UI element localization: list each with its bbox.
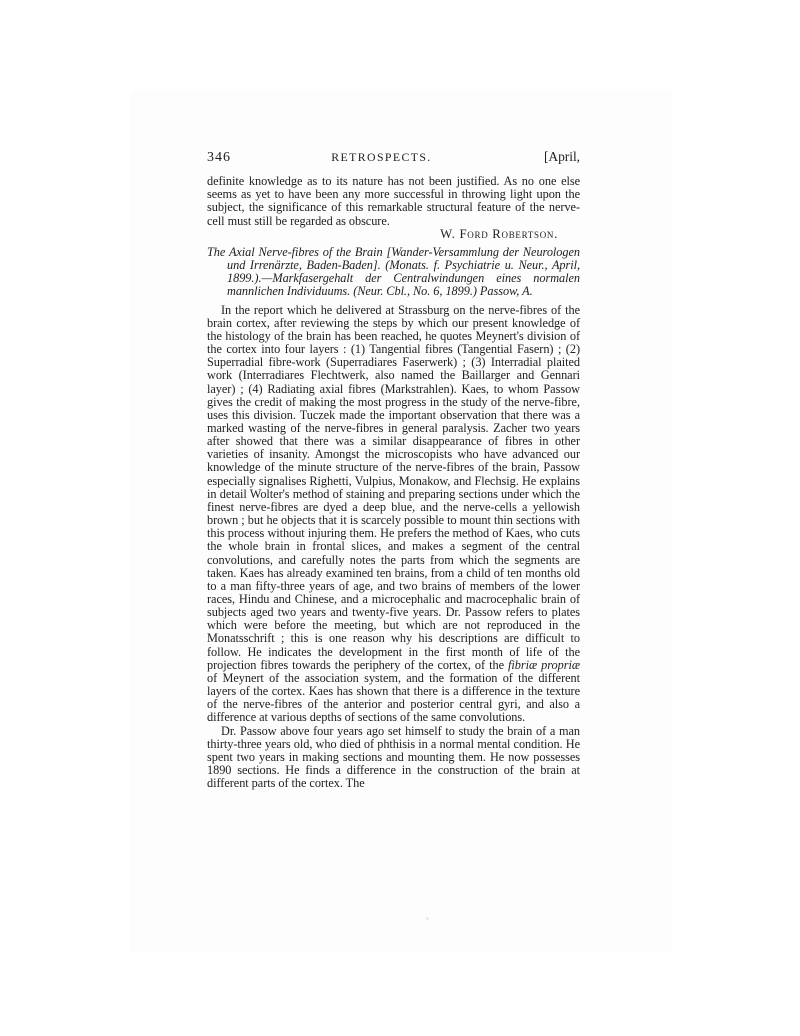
scan-speck [426,917,429,920]
issue-label: [April, [543,149,580,164]
page-number: 346 [207,150,231,165]
article-citation: The Axial Nerve-fibres of the Brain [Wander-Versammlung der Neurologen und Irrenärzte, Baden-Baden]. (Monats. f. Psychiatrie u. Neur., April, 1899.).—Markfasergehalt der Centralwindungen eines normalen mannlichen Individuums. (Neur. Cbl., No. 6, 1899.) Passow, A. [207,244,580,299]
author-signature: W. Ford Robertson. [440,226,558,241]
journal-page [130,90,672,952]
text-column [207,150,580,790]
page-header [207,150,580,164]
body-paragraph-1: In the report which he delivered at Strassburg on the nerve-fibres of the brain cortex, after reviewing the steps by which our present knowledge of the histology of the brain has been reached, he quotes Meynert's division of the cortex into four layers : (1) Tangential fibres (Tangential Fasern) ; (2) Superradial fibre-work (Superradiares Faserwerk) ; (3) Interradial plaited work (Interradiares Flechtwerk, also named the Baillarger and Gennari layer) ; (4) Radiating axial fibres (Markstrahlen). Kaes, to whom Passow gives the credit of making the most progress in the study of the nerve-fibre, uses this division. Tuczek made the important observation that there was a marked wasting of the nerve-fibres in general paralysis. Zacher two years after showed that there was a similar disappearance of fibres in other varieties of insanity. Amongst the microscopists who have advanced our knowledge of the minute structure of the nerve-fibres of the brain, Passow especially signalises Righetti, Vulpius, Monakow, and Flechsig. He explains in detail Wolter's method of staining and preparing sections under which the finest nerve-fibres are dyed a deep blue, and the nerve-cells a yellowish brown ; but he objects that it is scarcely possible to mount thin sections with this process without injuring them. He prefers the method of Kaes, who cuts the whole brain in frontal slices, and makes a segment of the central convolutions, and carefully notes the parts from which the segments are taken. Kaes has already examined ten brains, from a child of ten months old to a man fifty-three years of age, and two brains of members of the lower races, Hindu and Chinese, and a microcephalic and macrocephalic brain of subjects aged two years and twenty-five years. Dr. Passow refers to plates which were before the meeting, but which are not reproduced in the Monatsschrift ; this is one reason why his descriptions are difficult to follow. He indicates the development in the first month of life of the projection fibres towards the periphery of the cortex, of the fibriæ propriæ of Meynert of the association system, and the formation of the different layers of the cortex. Kaes has shown that there is a difference in the texture of the nerve-fibres of the anterior and posterior central gyri, and also a difference at various depths of sections of the same convolutions. [207,302,580,725]
continued-paragraph: definite knowledge as to its nature has not been justified. As no one else seems as yet to have been any more successful in throwing light upon the subject, the significance of this remarkable structural feature of the nerve-cell must still be regarded as obscure. [207,174,580,228]
running-title: RETROSPECTS. [331,150,432,164]
body-paragraph-2: Dr. Passow above four years ago set himself to study the brain of a man thirty-three years old, who died of phthisis in a normal mental condition. He spent two years in making sections and mounting them. He now possesses 1890 sections. He finds a difference in the construction of the brain at different parts of the cortex. The [207,723,580,791]
